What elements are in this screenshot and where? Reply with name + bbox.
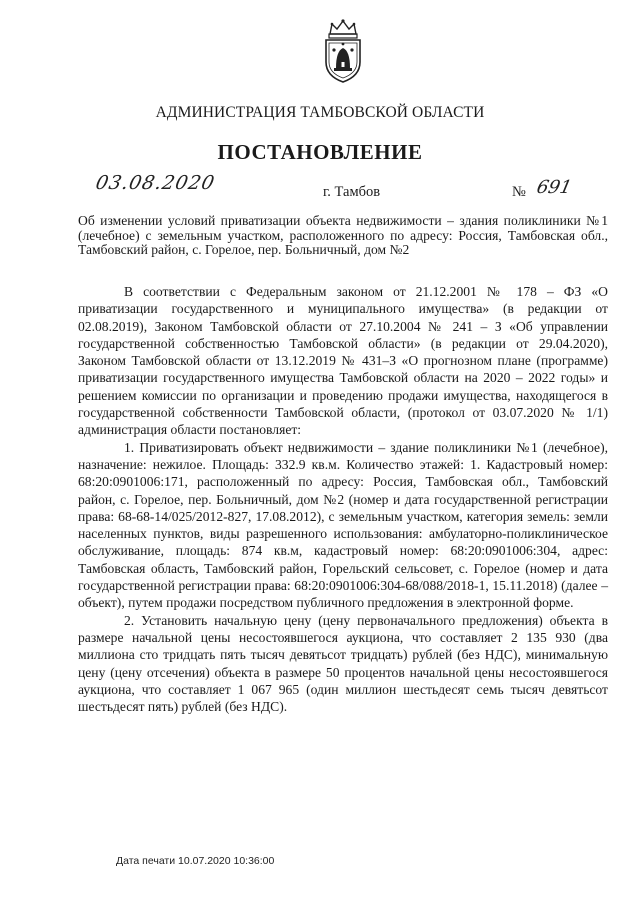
coat-of-arms-icon: [318, 18, 368, 84]
handwritten-date: 03.08.2020: [93, 172, 218, 194]
item-1-paragraph: 1. Приватизировать объект недвижимости – здание поликлиники №1 (лечебное), назначение: нежилое. Площадь: 332.9 кв.м. Количество этажей: 1. Кадастровый номер: 68:20:0901006:171, расположенный по адресу: Россия, Тамбовская обл., Тамбовский район, с. Горелое, пер. Больничный, дом №2 (номер и дата государственной регистрации права: 68-68-14/025/2012-827, 17.08.2012), с земельным участком, категория земель: земли населенных пунктов, виды разрешенного использования: амбулаторно-поликлиническое обслуживание, площадь: 874 кв.м, кадастровый номер: 68:20:0901006:304, адрес: Тамбовская область, Тамбовский район, Горельский сельсовет, с. Горелое (номер и дата государственной регистрации права: 68:20:0901006:304-68/088/2018-1, 15.11.2018) (далее – объект), путем продажи посредством публичного предложения в электронной форме.: [78, 439, 608, 611]
preamble-paragraph: В соответствии с Федеральным законом от 21.12.2001 № 178 – ФЗ «О приватизации государственного и муниципального имущества» (в редакции от 02.08.2019), Законом Тамбовской области от 27.10.2004 № 241 – З «Об управлении государственной собственностью Тамбовской области» (в редакции от 29.04.2020), Законом Тамбовской области от 13.12.2019 № 431–З «О прогнозном плане (программе) приватизации государственного имущества Тамбовской области на 2020 – 2022 годы» и решением комиссии по организации и проведению продажи имущества, находящегося в государственной собственности Тамбовской области, (протокол от 03.07.2020 № 1/1) администрация области постановляет:: [78, 284, 608, 438]
document-body: [78, 283, 608, 715]
document-type: ПОСТАНОВЛЕНИЕ: [217, 140, 423, 164]
handwritten-number: 691: [534, 177, 574, 198]
organization-name: АДМИНИСТРАЦИЯ ТАМБОВСКОЙ ОБЛАСТИ: [155, 104, 485, 121]
city-label: г. Тамбов: [323, 184, 381, 200]
document-subject: Об изменении условий приватизации объекта недвижимости – здания поликлиники №1 (лечебное) с земельным участком, расположенного по адресу: Россия, Тамбовская обл., Тамбовский район, с. Горелое, пер. Больничный, дом №2: [78, 213, 608, 258]
item-2-paragraph: 2. Установить начальную цену (цену первоначального предложения) объекта в размере начальной цены несостоявшегося аукциона, что составляет 2 135 930 (два миллиона сто тридцать пять тысяч девятьсот тридцать) рублей (без НДС), минимальную цену (цену отсечения) объекта в размере 50 процентов начальной цены несостоявшегося аукциона, что составляет 1 067 965 (один миллион шестьдесят семь тысяч девятьсот шестьдесят пять) рублей (без НДС).: [78, 612, 608, 715]
number-label: №: [512, 184, 526, 200]
print-date: Дата печати 10.07.2020 10:36:00: [116, 855, 275, 867]
